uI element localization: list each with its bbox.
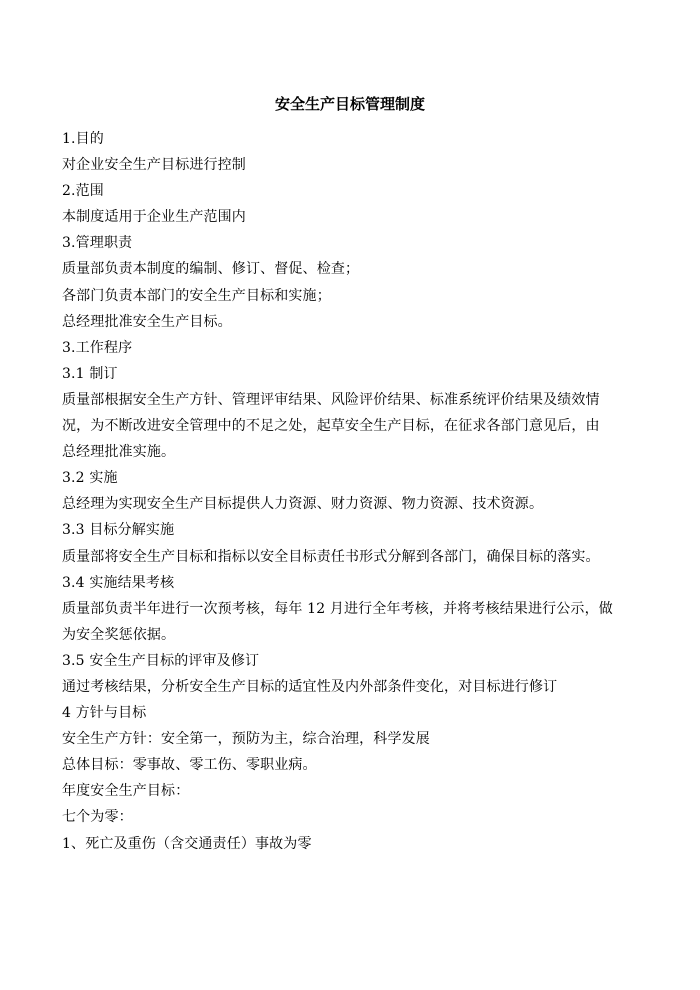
- document-body: [62, 126, 644, 857]
- paragraph-line: 总经理为实现安全生产目标提供人力资源、财力资源、物力资源、技术资源。: [62, 496, 544, 513]
- paragraph-line: 总经理批准实施。: [62, 444, 176, 461]
- paragraph-line: 总经理批准安全生产目标。: [62, 313, 232, 330]
- section-heading-procedure: 3.工作程序: [62, 339, 133, 356]
- paragraph-line: 各部门负责本部门的安全生产目标和实施；: [62, 287, 331, 304]
- paragraph-line: 为安全奖惩依据。: [62, 626, 176, 643]
- paragraph-line: 质量部负责本制度的编制、修订、督促、检查；: [62, 261, 360, 278]
- subsection-heading-review: 3.5 安全生产目标的评审及修订: [62, 652, 260, 669]
- paragraph-line: 本制度适用于企业生产范围内: [62, 209, 246, 226]
- paragraph-line: 七个为零：: [62, 809, 133, 826]
- document-title: 安全生产目标管理制度: [274, 95, 425, 113]
- paragraph-line: 对企业安全生产目标进行控制: [62, 157, 246, 174]
- section-heading-scope: 2.范围: [62, 183, 104, 200]
- subsection-heading-decomposition: 3.3 目标分解实施: [62, 522, 175, 539]
- section-heading-policy-goals: 4 方针与目标: [62, 705, 147, 722]
- section-heading-purpose: 1.目的: [62, 131, 104, 147]
- paragraph-line: 质量部将安全生产目标和指标以安全目标责任书形式分解到各部门，确保目标的落实。: [62, 548, 600, 565]
- section-heading-responsibilities: 3.管理职责: [62, 235, 133, 252]
- paragraph-line: 年度安全生产目标：: [62, 783, 190, 800]
- paragraph-line: 总体目标：零事故、零工伤、零职业病。: [62, 757, 317, 774]
- subsection-heading-assessment: 3.4 实施结果考核: [62, 574, 175, 591]
- subsection-heading-formulation: 3.1 制订: [62, 365, 118, 382]
- paragraph-line: 通过考核结果，分析安全生产目标的适宜性及内外部条件变化，对目标进行修订: [62, 678, 558, 695]
- paragraph-line: 质量部负责半年进行一次预考核，每年 12 月进行全年考核，并将考核结果进行公示，做: [62, 600, 613, 617]
- paragraph-line: 况，为不断改进安全管理中的不足之处，起草安全生产目标，在征求各部门意见后，由: [62, 418, 600, 435]
- list-item: 1、死亡及重伤（含交通责任）事故为零: [62, 835, 312, 852]
- subsection-heading-implementation: 3.2 实施: [62, 470, 118, 487]
- paragraph-line: 安全生产方针：安全第一，预防为主，综合治理，科学发展: [62, 731, 430, 748]
- paragraph-line: 质量部根据安全生产方针、管理评审结果、风险评价结果、标准系统评价结果及绩效情: [62, 391, 600, 408]
